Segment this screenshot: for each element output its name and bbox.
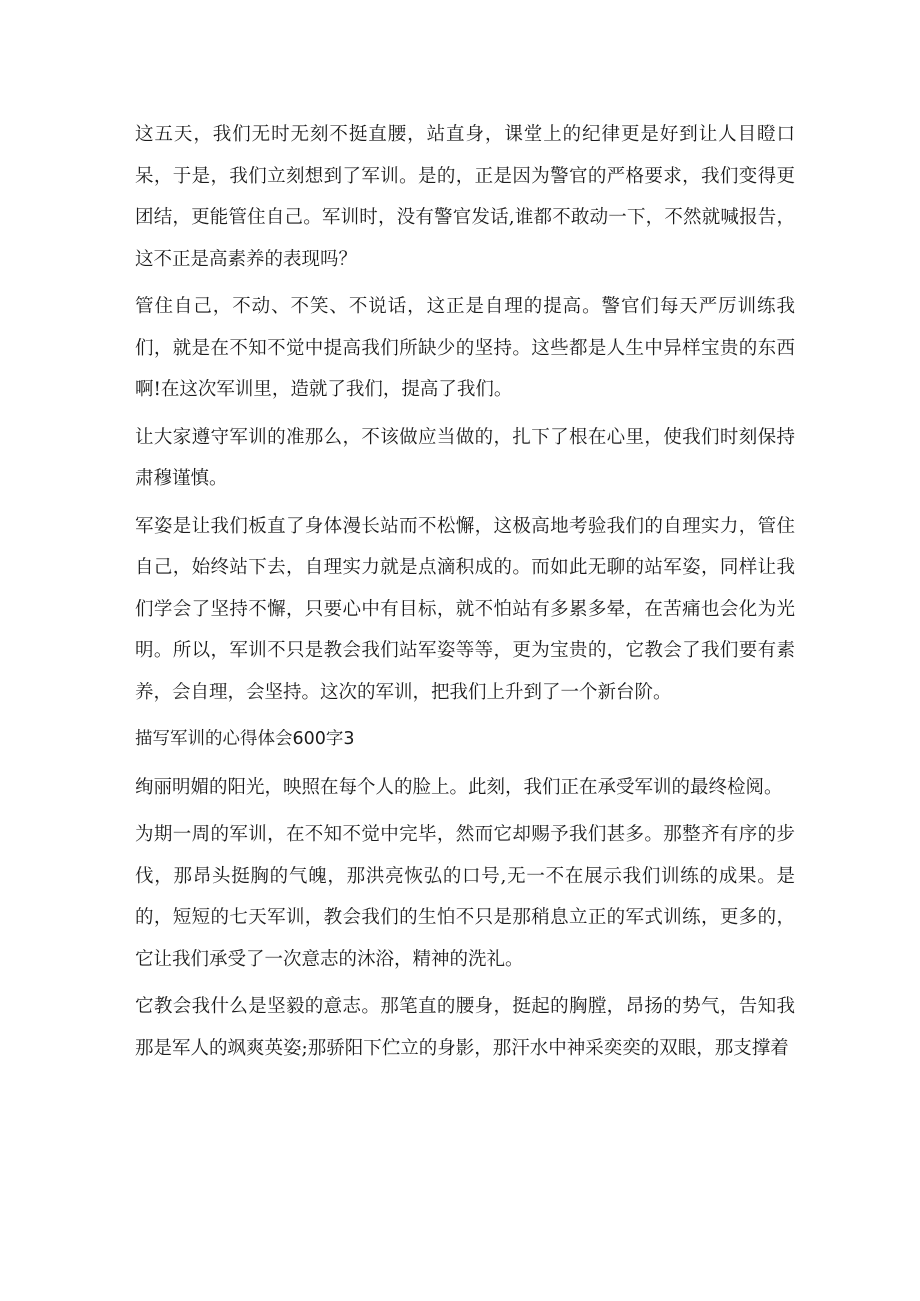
section-paragraph-3: 它教会我什么是坚毅的意志。那笔直的腰身，挺起的胸膛，昂扬的势气，告知我那是军人的飒爽英姿;那骄阳下伫立的身影，那汗水中神采奕奕的双眼，那支撑着 <box>135 996 795 1059</box>
document-body <box>135 114 795 1075</box>
paragraph-1: 这五天，我们无时无刻不挺直腰，站直身，课堂上的纪律更是好到让人目瞪口呆，于是，我们立刻想到了军训。是的，正是因为警官的严格要求，我们变得更团结，更能管住自己。军训时，没有警官发话,谁都不敢动一下，不然就喊报告，这不正是高素养的表现吗？ <box>135 124 795 270</box>
section-heading: 描写军训的心得体会600字3 <box>135 729 355 749</box>
section-paragraph-1: 绚丽明媚的阳光，映照在每个人的脸上。此刻，我们正在承受军训的最终检阅。 <box>135 776 783 798</box>
paragraph-4: 军姿是让我们板直了身体漫长站而不松懈，这极高地考验我们的自理实力，管住自己，始终站下去，自理实力就是点滴积成的。而如此无聊的站军姿，同样让我们学会了坚持不懈，只要心中有目标，就不怕站有多累多晕，在苦痛也会化为光明。所以，军训不只是教会我们站军姿等等，更为宝贵的，它教会了我们要有素养，会自理，会坚持。这次的军训，把我们上升到了一个新台阶。 <box>135 515 795 703</box>
paragraph-3: 让大家遵守军训的准那么，不该做应当做的，扎下了根在心里，使我们时刻保持肃穆谨慎。 <box>135 426 795 489</box>
section-paragraph-2: 为期一周的军训，在不知不觉中完毕，然而它却赐予我们甚多。那整齐有序的步伐，那昂头挺胸的气魄，那洪亮恢弘的口号,无一不在展示我们训练的成果。是的，短短的七天军训，教会我们的生怕不只是那稍息立正的军式训练，更多的，它让我们承受了一次意志的沐浴，精神的洗礼。 <box>135 824 795 970</box>
paragraph-2: 管住自己，不动、不笑、不说话，这正是自理的提高。警官们每天严厉训练我们，就是在不知不觉中提高我们所缺少的坚持。这些都是人生中异样宝贵的东西啊!在这次军训里，造就了我们，提高了我们。 <box>135 296 795 400</box>
